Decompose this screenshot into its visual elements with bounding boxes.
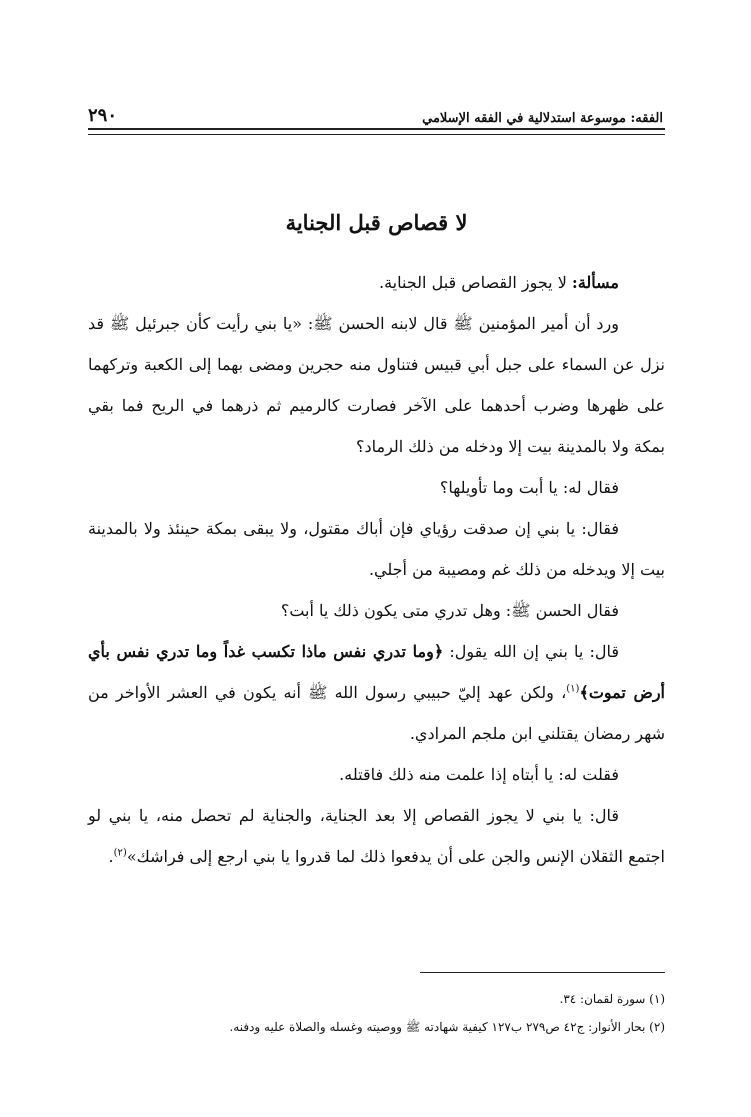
- paragraph: فقلت له: يا أبتاه إذا علمت منه ذلك فاقتله.: [339, 765, 619, 784]
- body-text: [88, 262, 665, 877]
- paragraph: قال: يا بني إن الله يقول: ﴿وما تدري نفس ماذا تكسب غداً وما تدري نفس بأي أرض تموت﴾$^{(١)}$، ولكن عهد إليّ حبيبي رسول الله ﷺ أنه يكون في العشر الأواخر من شهر رمضان يقتلني ابن ملجم المرادي.: [88, 642, 666, 743]
- header-rule: [88, 128, 665, 130]
- footnote: (١) سورة لقمان: ٣٤.: [559, 992, 665, 1006]
- footnote-rule: [420, 972, 665, 973]
- header-rule-thin: [88, 134, 665, 135]
- page-number: ٢٩٠: [88, 105, 118, 126]
- footnote-ref: (٢): [113, 847, 127, 859]
- paragraph: مسألة: لا يجوز القصاص قبل الجناية.: [379, 273, 619, 292]
- section-title: لا قصاص قبل الجناية: [285, 210, 468, 235]
- running-title: الفقه: موسوعة استدلالية في الفقه الإسلامي: [422, 111, 663, 126]
- paragraph: قال: يا بني لا يجوز القصاص إلا بعد الجناية، والجناية لم تحصل منه، يا بني لو اجتمع الثقلان الإنس والجن على أن يدفعوا ذلك لما قدروا يا بني ارجع إلى فراشك»$^{(٢)}$.: [88, 806, 665, 866]
- footnotes: [88, 985, 665, 1041]
- footnote: (٢) بحار الأنوار: ج٤٢ ص٢٧٩ ب١٢٧ كيفية شهادته ﷺ ووصيته وغسله والصلاة عليه ودفنه.: [229, 1020, 665, 1034]
- paragraph: فقال له: يا أبت وما تأويلها؟: [439, 478, 619, 497]
- paragraph: فقال الحسن ﷺ: وهل تدري متى يكون ذلك يا أبت؟: [280, 601, 619, 620]
- paragraph: فقال: يا بني إن صدقت رؤياي فإن أباك مقتول، ولا يبقى بمكة حينئذ ولا بالمدينة بيت إلا ويدخله من ذلك غم ومصيبة من أجلي.: [88, 519, 665, 579]
- footnote-ref: (١): [566, 683, 580, 695]
- issue-label: مسألة:: [571, 273, 619, 292]
- paragraph: ورد أن أمير المؤمنين ﷺ قال لابنه الحسن ﷺ: «يا بني رأيت كأن جبرئيل ﷺ قد نزل عن السماء على جبل أبي قبيس فتناول منه حجرين ومضى بهما إلى الكعبة وتركهما على ظهرها وضرب أحدهما على الآخر فصارت كالرميم ثم ذرهما في الريح فما بقي بمكة ولا بالمدينة بيت إلا ودخله من ذلك الرماد؟: [88, 314, 665, 456]
- quran-verse: ﴿وما تدري نفس ماذا تكسب غداً وما تدري نفس بأي أرض تموت﴾: [88, 642, 666, 702]
- page-header: [88, 96, 663, 126]
